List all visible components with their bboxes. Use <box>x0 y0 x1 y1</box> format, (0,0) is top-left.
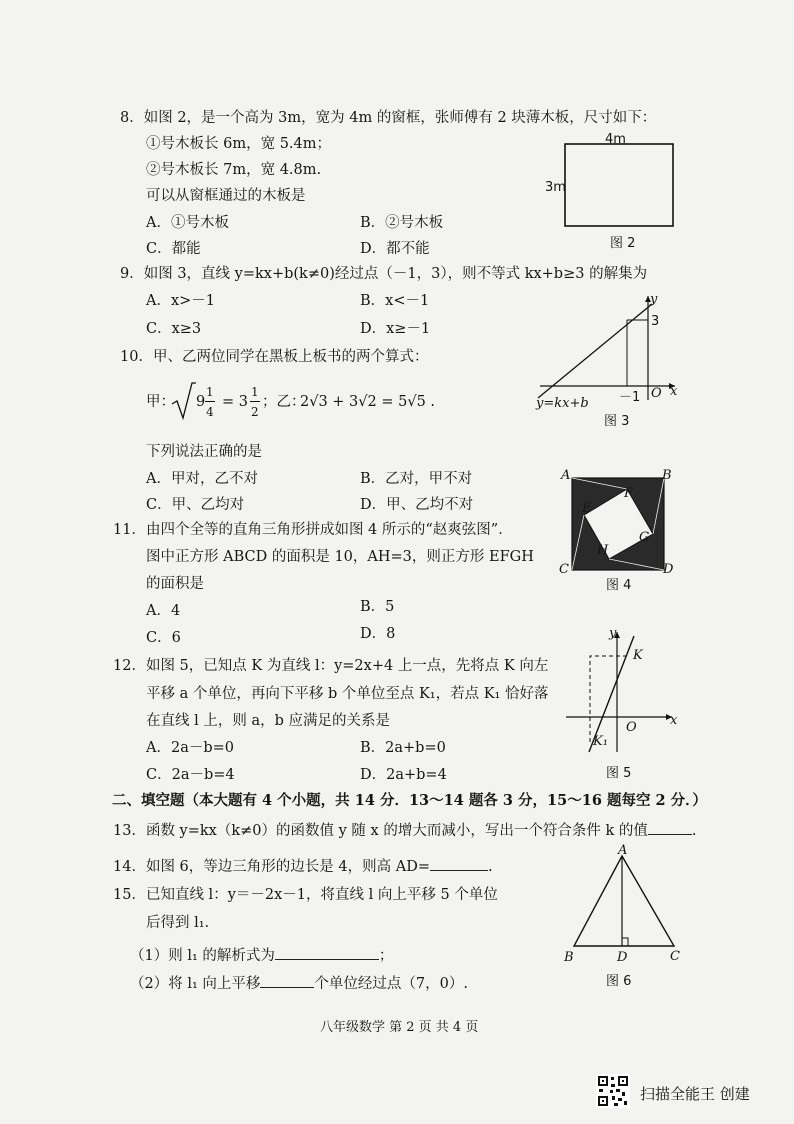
q15-part2-blank[interactable] <box>260 973 314 988</box>
q11-option-a: A．4 <box>146 603 181 619</box>
q12-option-d: D．2a+b=4 <box>360 767 447 783</box>
q8-board1: ①号木板长 6m，宽 5.4m； <box>146 136 332 152</box>
q8-question: 可以从窗框通过的木板是 <box>146 188 306 204</box>
figure-3-graph <box>530 290 690 410</box>
q9-option-b: B．x<－1 <box>360 293 430 309</box>
fig4-g-label: G <box>639 530 650 545</box>
figure-4-zhao-shuang <box>564 470 674 580</box>
fig5-origin-label: O <box>626 720 637 735</box>
q13-end: . <box>691 823 697 839</box>
sqrt-sign-icon <box>170 380 196 422</box>
q11-option-d: D．8 <box>360 626 396 642</box>
fig6-d-label: D <box>617 950 628 965</box>
q15-line2: 后得到 l₁. <box>146 915 210 931</box>
q15-part2 <box>130 973 468 993</box>
fig3-x-label: x <box>670 384 678 399</box>
fig4-caption: 图 4 <box>606 578 632 593</box>
q10-stem: 10．甲、乙两位同学在黑板上板书的两个算式： <box>120 349 429 365</box>
q15-part1-label: （1）则 l₁ 的解析式为 <box>130 948 275 964</box>
q10-a-rden: 2 <box>251 405 259 419</box>
fig5-x-label: x <box>670 713 678 728</box>
fig4-f-label: F <box>624 486 634 501</box>
q10-option-b: B．乙对，甲不对 <box>360 471 473 487</box>
scanner-watermark: 扫描全能王 创建 <box>640 1085 750 1103</box>
q8-stem: 8．如图 2，是一个高为 3m，宽为 4m 的窗框，张师傅有 2 块薄木板，尺寸如下： <box>120 110 657 126</box>
q9-option-a: A．x>－1 <box>146 293 216 309</box>
q10-jia: 甲： <box>146 394 175 410</box>
q10-a-rfrac-bar <box>250 401 260 402</box>
q8-option-c: C．都能 <box>146 241 201 257</box>
q14-stem: 14．如图 6，等边三角形的边长是 4，则高 AD= <box>113 859 430 875</box>
fig5-caption: 图 5 <box>606 766 632 781</box>
fig5-k1-label: K₁ <box>593 734 608 749</box>
q9-option-c: C．x≥3 <box>146 321 202 337</box>
q10-option-d: D．甲、乙均不对 <box>360 497 474 513</box>
q15-part1-blank[interactable] <box>275 945 379 960</box>
figure-5-graph <box>560 624 680 754</box>
window-frame-rect <box>565 144 673 226</box>
q10-a-int: 9 <box>196 394 206 410</box>
fig3-origin-label: O <box>651 386 662 401</box>
q14-end: . <box>487 859 493 875</box>
q12-option-b: B．2a+b=0 <box>360 740 446 756</box>
fig4-c-label: C <box>559 562 569 577</box>
q11-option-b: B．5 <box>360 599 395 615</box>
fig2-height-label: 3m <box>545 180 566 195</box>
fig3-three-label: 3 <box>651 314 660 329</box>
q13-answer-blank[interactable] <box>648 820 692 835</box>
qr-code-icon <box>596 1074 630 1108</box>
q9-stem: 9．如图 3，直线 y=kx+b(k≠0)经过点（－1，3），则不等式 kx+b≥3 的解集为 <box>120 266 648 282</box>
q11-line3: 的面积是 <box>146 576 204 592</box>
q10-a-frac-bar <box>205 401 215 402</box>
q14-answer-blank[interactable] <box>430 856 488 871</box>
fig5-y-label: y <box>609 626 617 641</box>
fig4-a-label: A <box>561 468 571 483</box>
q12-option-a: A．2a－b=0 <box>146 740 234 756</box>
q10-a-den: 4 <box>206 405 214 419</box>
fig6-caption: 图 6 <box>606 974 632 989</box>
triangle-abc <box>574 856 674 946</box>
q12-line3: 在直线 l 上，则 a，b 应满足的关系是 <box>146 713 390 729</box>
fig6-b-label: B <box>564 950 574 965</box>
fig3-line-label: y=kx+b <box>536 396 589 411</box>
q15-part1 <box>130 945 393 965</box>
fig4-e-label: E <box>582 501 592 516</box>
q8-option-a: A．①号木板 <box>146 215 229 231</box>
q10-option-c: C．甲、乙均对 <box>146 497 245 513</box>
q9-option-d: D．x≥－1 <box>360 321 431 337</box>
fig2-caption: 图 2 <box>610 236 636 251</box>
fig6-a-label: A <box>618 843 628 858</box>
fig4-h-label: H <box>597 543 609 558</box>
fig3-neg1-label: －1 <box>619 390 641 405</box>
q15-part2-label: （2）将 l₁ 向上平移 <box>130 976 261 992</box>
q8-option-d: D．都不能 <box>360 241 430 257</box>
q11-line2: 图中正方形 ABCD 的面积是 10，AH=3，则正方形 EFGH <box>146 549 534 565</box>
q10-formula-b: 2√3 + 3√2 = 5√5 . <box>300 394 436 410</box>
q15-part2-end: 个单位经过点（7，0）. <box>314 976 468 992</box>
section-2-heading: 二、填空题（本大题有 4 个小题，共 14 分．13～14 题各 3 分，15～16 题每空 2 分．） <box>112 792 707 809</box>
fig5-k-label: K <box>633 648 643 663</box>
figure-6-triangle <box>560 842 690 962</box>
q10-a-rnum: 1 <box>251 385 259 399</box>
fig4-d-label: D <box>663 562 674 577</box>
q10-a-num: 1 <box>206 385 214 399</box>
fig4-b-label: B <box>662 468 672 483</box>
page-footer: 八年级数学 第 2 页 共 4 页 <box>320 1020 479 1035</box>
q13-text <box>113 820 696 840</box>
q14-text <box>113 856 493 876</box>
q12-line2: 平移 a 个单位，再向下平移 b 个单位至点 K₁，若点 K₁ 恰好落 <box>146 686 549 702</box>
fig2-width-label: 4m <box>605 132 626 147</box>
q12-stem: 12．如图 5，已知点 K 为直线 l：y=2x+4 上一点，先将点 K 向左 <box>113 658 549 674</box>
q15-part1-end: ； <box>378 948 394 964</box>
q8-board2: ②号木板长 7m，宽 4.8m. <box>146 162 322 178</box>
q12-option-c: C．2a－b=4 <box>146 767 235 783</box>
q13-stem: 13．函数 y=kx（k≠0）的函数值 y 随 x 的增大而减小，写出一个符合条件 k 的值 <box>113 823 648 839</box>
line-kx-b <box>538 304 652 398</box>
fig3-caption: 图 3 <box>604 414 630 429</box>
q15-stem: 15．已知直线 l：y＝－2x－1，将直线 l 向上平移 5 个单位 <box>113 887 498 903</box>
q10-question: 下列说法正确的是 <box>146 444 262 460</box>
q10-yi: ；乙： <box>262 394 306 410</box>
q10-option-a: A．甲对，乙不对 <box>146 471 258 487</box>
fig3-y-label: y <box>650 292 658 307</box>
q11-stem: 11．由四个全等的直角三角形拼成如图 4 所示的“赵爽弦图”． <box>113 522 513 538</box>
q11-option-c: C．6 <box>146 630 181 646</box>
q8-option-b: B．②号木板 <box>360 215 444 231</box>
fig6-c-label: C <box>670 949 680 964</box>
q10-a-eq: = 3 <box>222 394 248 410</box>
